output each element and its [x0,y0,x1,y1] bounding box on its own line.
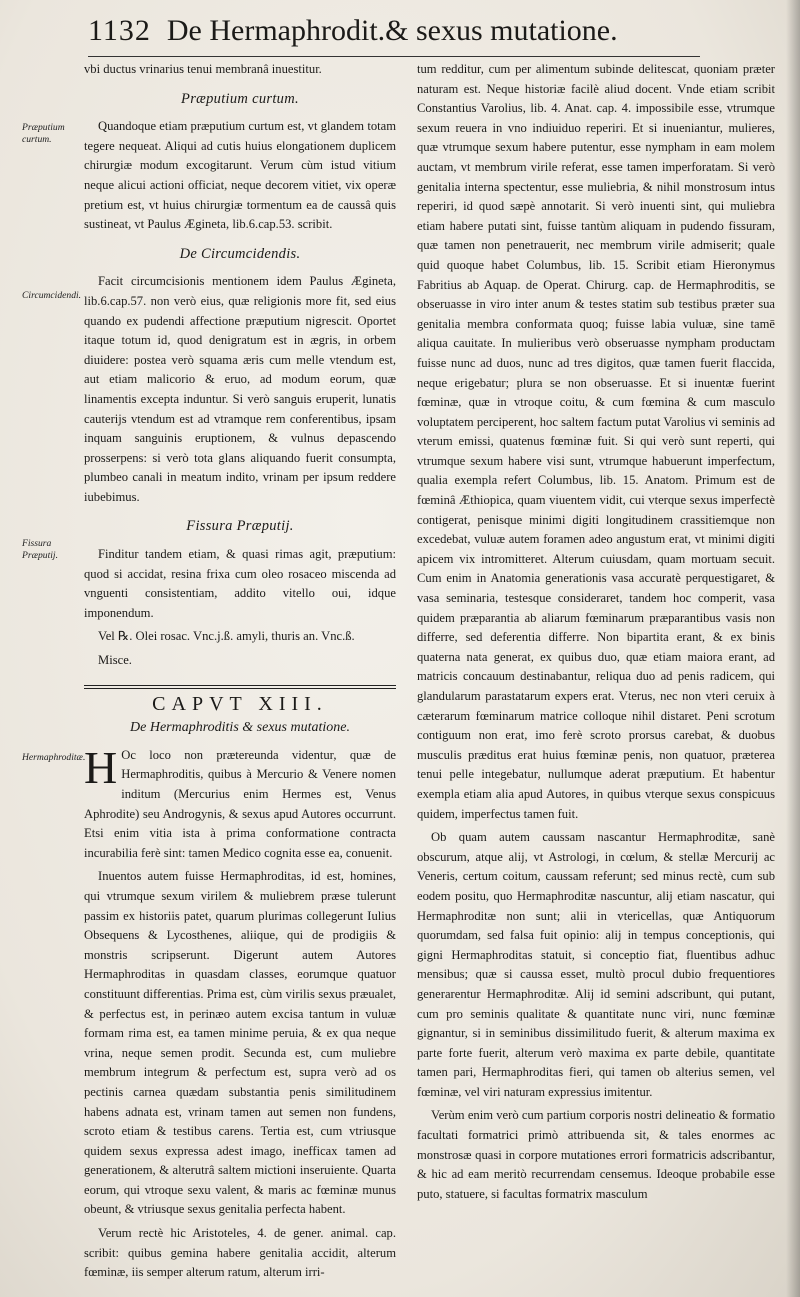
paragraph: Quandoque etiam præputium curtum est, vt glandem totam tegere nequeat. Aliqui ad cutis huius elongationem duplicem chirurgiæ modum excogitarunt. Verum cùm istud vitium neque alicui actioni officiat, neque decorem vitiet, vix operæ pretium est, vt huius chirurgiæ tormentum ea de caussâ quis sustineat, vt Paulus Ægineta, lib.6.cap.53. scribit. [84,119,396,232]
recipe-line: Vel ℞. Olei rosac. Vnc.j.ß. amyli, thuris an. Vnc.ß. [98,629,355,644]
paragraph: Ob quam autem caussam nascantur Hermaphroditæ, sanè obscurum, atque alij, vt Astrologi, in cœlum, & stellæ Mercurij ac Veneris, certum coitum, caussam referunt; sed minus rectè, cum sub eodem positu, quo Hermaphroditæ nascuntur, alij etiam nascatur, qui Hermaphroditæ non sunt; alii in vtericellas, quæ Antiquorum quorumdam, sed falsa fuit opinio: alij in tempus conceptionis, qui gigni Hermaphroditas statuit, si conceptio fiat, fluentibus adhuc mensibus; quæ si caussa esset, multò procul dubio frequentiores generarentur Hermaphroditæ. Alij id semini adscribunt, qui putant, cum pro seminis qualitate & quantitate nunc viri, nunc fœminæ gignantur, si in seminibus dissimilitudo fuerit, & alterum maxima ex parte forte fuerit, alterum verò maxima ex parte debile, quantitate tamen pari, Hermaphroditas fieri, qui tamen ob alterius semen, vel fœminæ, vel viri naturam expressius imitentur. [417,830,775,1099]
margin-note: Præputium curtum. [22,122,65,145]
paragraph: Inuentos autem fuisse Hermaphroditas, id est, homines, qui vtrumque sexum virilem & muliebrem præse tulerunt passim ex historiis patet, quarum plurimas collegerunt Iulius Obsequens & Lycosthenes, aliique, qui de prodigiis & monstris scripserunt. Digerunt autem Autores Hermaphroditas in quasdam classes, eorumque quatuor constituunt differentias. Prima est, cùm virilis sexus præualet, & perfectus est, in perinæo autem excisa tantum in vuluæ formam rima est, ea tamen minime peruia, & ex qua neque vrina, neque semen prodit. Secunda est, cum muliebre membrum integrum & perfectum est, supra verò ad os pectinis carnea quædam substantia penis similitudinem habens adnata est, vrinam tamen aut semen non fundens, scroto etiam & testibus carens. Tertia est, cum vtriusque quidem sexus expressa adest imago, inefficax tamen ad generationem, & alterutrâ saltem mictioni inseruiente. Quarta eorum, qui vtroque sexu valent, & maris ac fœminæ munus obeunt, & vtriusque sexus genitalia perfecta habent. [84,869,396,1217]
page-number: 1132 [88,14,151,47]
section-title: Præputium curtum. [181,90,299,107]
catchword: masculum [595,1186,648,1201]
left-column [84,60,396,1291]
drop-cap: H [84,741,118,793]
section-title: Fissura Præputij. [186,518,294,535]
opening-line: vbi ductus vrinarius tenui membranâ inuestitur. [84,62,322,76]
recipe-line: Misce. [98,653,132,668]
paragraph [84,741,396,864]
running-head: De Hermaphrodit.& sexus mutatione. [166,14,618,47]
binding-shadow [786,0,800,1297]
right-column [417,60,775,1291]
paragraph [417,1106,775,1204]
chapter-subtitle: De Hermaphroditis & sexus mutatione. [130,720,350,736]
page-header [88,14,788,58]
header-rule [88,56,700,57]
margin-note: Hermaphroditæ. [22,752,86,763]
paragraph: Verum rectè hic Aristoteles, 4. de gener. animal. cap. scribit: quibus gemina habere genitalia accidit, alterum fœminæ, iis semper alterum ratum, alterum irri- [84,1226,396,1280]
margin-note: Circumcidendi. [22,290,82,301]
paragraph: Finditur tandem etiam, & quasi rimas agit, præputium: quod si accidat, resina frixa cum oleo rosaceo miscenda ad vnguenti consistentiam, addito vitello oui, idque imponendum. [84,547,396,620]
paragraph-text: Oc loco non prætereunda videntur, quæ de Hermaphroditis, quibus à Mercurio & Venere nomen inditum (Mercurius enim Hermes est, Venus Aphrodite) seu Androgynis, & sexus apud Autores occurrunt. Etsi enim vitia ista à prima conformatione contracta incurabilia ferè sint: tamen Medico cognita esse ea, conuenit. [84,747,396,860]
chapter-rule [84,685,396,689]
paragraph-text: Verùm enim verò cum partium corporis nostri delineatio & formatio facultati formatrici primò attribuenda sit, & tales enormes ac monstrosæ quasi in corpore mutationes errori formatricis adscribantur, & hic ad eam meritò recurrendam censemus. Ideoque probabile esse puto, statuere, si facultas formatrix [417,1108,775,1201]
section-title: De Circumcidendis. [179,245,301,262]
chapter-heading: CAPVT XIII. [152,692,328,715]
margin-note: Fissura Præputij. [22,538,58,561]
paragraph: Facit circumcisionis mentionem idem Paulus Ægineta, lib.6.cap.57. non verò eius, quæ religionis more fit, sed eius quando ex pudendi affectione præputium nigrescit. Oportet itaque totum id, quod denigratum est in ægris, in orbem diuidere: postea verò squama æris cum melle vtendum est, aut etiam malicorio & eruo, ad modum eorum, quæ linamentis excepta induntur. Si verò sanguis eruperit, lunatis cauterijs vtendum est ad vtramque rem conferentibus, ipsam inquam sanguinis eruptionem, & vulnus depascendo prosserpens: si verò tota glans aliquando fuerit consumpta, plumbeo canali in meatum indito, vrinam per ipsum reddere iubebimus. [84,274,396,504]
paragraph: tum redditur, cum per alimentum subinde delitescat, quoniam præter naturam est. Neque historiæ facilè aliud docent. Vnde etiam scribit Constantius Varolius, lib. 4. Anat. cap. 4. impossibile esse, vtrumque sexum reuera in vno indiuiduo reperiri. Et si inueniantur, mulieres, quæ vtrumque sexum habere putentur, esse nympham in eam molem auctam, vt membrum virile referat, esse tamen imperforatam. Si verò genitalia interna spectentur, esse muliebria, & nihil monstrosum intus reperiri, id quod sæpè annotarit. Si verò inuenti sint, qui muliebra etiam habere putati sint, fuisse tantùm aliquam in pudendo fissuram, quæ tamen non penetrauerit, nec membrum virile admiserit; quale quid quoque habet Columbus, lib. 15. Scribit etiam Hieronymus Fabritius ab Aquap. de Operat. Chirurg. cap. de Hermaphroditis, se obseruasse in viro inter anum & testes statim sub testibus præter sua genitalia membra conformata quoq; fuisse labia vuluæ, sine tamē aliqua cauitate. In mulieribus verò obseruasse nympham productam fuisse nunc ad duos, nunc ad tres digitos, quæ tamen fuerit flaccida, neque erigebatur; plura se non obseruasse. Et si inuentæ fuerint fœminæ, quæ in vtroque coitu, & cum fœmina & cum masculo voluptatem perciperent, hoc saltem factum putat Varolius vi seminis ad vterum emissi, quatenus fœminæ fuit. Si qui verò sunt reperti, qui vtrumque sexum habere visi sunt, vtrumque habuerunt imperfectum, qualia exempla refert Columbus, lib. 15. Anatom. Primum est de fœminâ Æthiopica, quam viuentem vidit, cui vterque sexus imperfectè contigerat, penisque minimi digiti longitudinem crassitiemque non excedebat, vuluæ autem foramen adeo angustum erat, vt minimi digiti apicem vix intromitteret. Alterum cuiusdam, quam mortuam secuit. Cum enim in Anatomia generationis vasa accuratè perquestigaret, & vasa seminaria, testesque consideraret, tandem hoc comperit, vasa quidem præparantia ab aliarum fœminarum præparantibus vasis non differre, sed deferentia differre. Non bipartita erant, & ex binis quaterna nata generat, ex quibus duo, quæ etiam maiora erant, ad matricis concauum destinabantur, reliqua duo ad penis radicem, qui glandularum parastatarum expers erat. Vterus, nec non vteri ceruix à cæterarum fœminarum matrice colloque nihil distaret. Peni scrotum contiguum non erat, imo ferè scroto prorsus carebat, & duobus musculis præditus erat huius fœminæ penis, non quatuor, præterea tenui pelle integebatur, nullumque aderat præputium. Et habentur exempla etiam alia apud Autores, in quibus vterque sexus conspicuus quidem, imperfectus tamen fuit. [417,62,775,821]
